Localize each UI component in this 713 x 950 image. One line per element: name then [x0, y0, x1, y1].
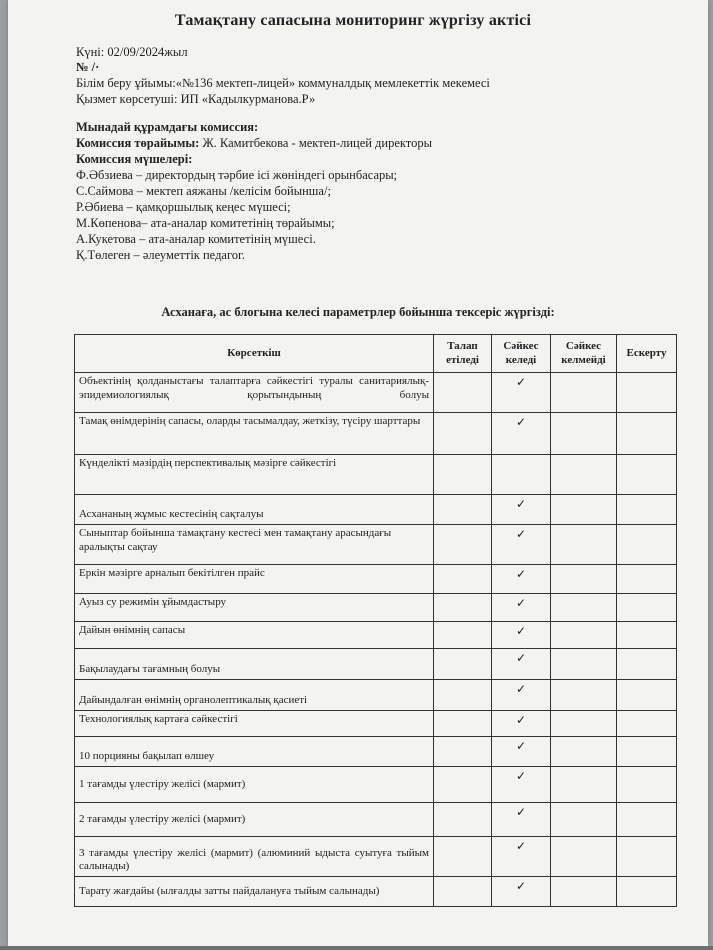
note-cell [617, 525, 677, 565]
required-cell [434, 525, 492, 565]
matches-cell: ✓ [492, 495, 551, 525]
not-matches-cell [551, 649, 617, 680]
required-cell [434, 594, 492, 622]
not-matches-cell [551, 525, 617, 565]
date-line: Күні: 02/09/2024жыл [76, 45, 188, 59]
member-line: Қ.Төлеген – әлеуметтік педагог. [76, 248, 245, 262]
matches-cell: ✓ [492, 737, 551, 767]
required-cell [434, 413, 492, 455]
indicator-cell: Тарату жағдайы (ылғалды затты пайдалануға тыйым салынады) [75, 877, 434, 907]
document-title: Тамақтану сапасына мониторинг жүргізу актісі [174, 12, 532, 29]
matches-cell: ✓ [492, 525, 551, 565]
required-cell [434, 622, 492, 649]
required-cell [434, 767, 492, 803]
not-matches-cell [551, 565, 617, 594]
matches-cell: ✓ [492, 622, 551, 649]
header-note: Ескерту [617, 335, 677, 373]
matches-cell: ✓ [492, 565, 551, 594]
members-heading: Комиссия мүшелері: [76, 152, 193, 166]
note-cell [617, 373, 677, 413]
required-cell [434, 495, 492, 525]
inspection-table [74, 334, 677, 907]
note-cell [617, 413, 677, 455]
table-row [75, 525, 677, 565]
indicator-cell: Асхананың жұмыс кестесінің сақталуы [75, 495, 434, 525]
member-line: М.Көпенова– ата-аналар комитетінің төрайымы; [76, 216, 335, 230]
matches-cell: ✓ [492, 413, 551, 455]
note-cell [617, 495, 677, 525]
not-matches-cell [551, 711, 617, 737]
table-row [75, 413, 677, 455]
number-line: № /· [76, 60, 100, 74]
indicator-cell: Күнделікті мәзірдің перспективалық мәзірге сәйкестігі [75, 455, 434, 495]
not-matches-cell [551, 803, 617, 837]
matches-cell: ✓ [492, 803, 551, 837]
note-cell [617, 680, 677, 711]
table-row [75, 565, 677, 594]
matches-cell: ✓ [492, 594, 551, 622]
not-matches-cell [551, 373, 617, 413]
indicator-cell: Еркін мәзірге арналып бекітілген прайс [75, 565, 434, 594]
required-cell [434, 680, 492, 711]
indicator-cell: 1 тағамды үлестіру желісі (мармит) [75, 767, 434, 803]
note-cell [617, 565, 677, 594]
document-sheet [8, 0, 708, 946]
section-title: Асханаға, ас блогына келесі параметрлер бойынша тексеріс жүргізді: [161, 305, 555, 319]
not-matches-cell [551, 495, 617, 525]
required-cell [434, 455, 492, 495]
note-cell [617, 622, 677, 649]
note-cell [617, 737, 677, 767]
indicator-cell: Сыныптар бойынша тамақтану кестесі мен тамақтану арасындағы аралықты сақтау [75, 525, 434, 565]
member-line: Ф.Әбзиева – директордың тәрбие ісі жөніндегі орынбасары; [76, 168, 398, 182]
not-matches-cell [551, 455, 617, 495]
matches-cell: ✓ [492, 373, 551, 413]
not-matches-cell [551, 622, 617, 649]
required-cell [434, 877, 492, 907]
organization-line: Білім беру ұйымы:«№136 мектеп-лицей» коммуналдық мемлекеттік мекемесі [76, 76, 490, 90]
header-matches: Сәйкес келеді [492, 335, 551, 373]
matches-cell: ✓ [492, 680, 551, 711]
note-cell [617, 711, 677, 737]
indicator-cell: Дайын өнімнің сапасы [75, 622, 434, 649]
not-matches-cell [551, 737, 617, 767]
table-row [75, 877, 677, 907]
note-cell [617, 877, 677, 907]
chair-label: Комиссия төрайымы: [76, 136, 200, 150]
note-cell [617, 837, 677, 877]
matches-cell: ✓ [492, 767, 551, 803]
provider-line: Қызмет көрсетуші: ИП «Кадылкурманова.Р» [76, 92, 316, 106]
table-row [75, 594, 677, 622]
required-cell [434, 803, 492, 837]
required-cell [434, 649, 492, 680]
not-matches-cell [551, 767, 617, 803]
indicator-cell: Ауыз су режимін ұйымдастыру [75, 594, 434, 622]
table-row [75, 837, 677, 877]
indicator-cell: 3 тағамды үлестіру желісі (мармит) (алюминий ыдыста суытуға тыйым салынады) [75, 837, 434, 877]
table-row [75, 622, 677, 649]
required-cell [434, 565, 492, 594]
note-cell [617, 649, 677, 680]
not-matches-cell [551, 413, 617, 455]
indicator-cell: 2 тағамды үлестіру желісі (мармит) [75, 803, 434, 837]
not-matches-cell [551, 594, 617, 622]
member-line: С.Саймова – мектеп аяжаны /келісім бойынша/; [76, 184, 331, 198]
matches-cell: ✓ [492, 837, 551, 877]
desk-surface [0, 946, 713, 950]
note-cell [617, 455, 677, 495]
indicator-cell: 10 порцияны бақылап өлшеу [75, 737, 434, 767]
table-row [75, 455, 677, 495]
commission-chair [76, 136, 432, 151]
chair-value: Ж. Камитбекова - мектеп-лицей директоры [199, 136, 433, 150]
table-row [75, 649, 677, 680]
note-cell [617, 767, 677, 803]
matches-cell [492, 455, 551, 495]
table-row [75, 711, 677, 737]
matches-cell: ✓ [492, 877, 551, 907]
not-matches-cell [551, 837, 617, 877]
table-row [75, 680, 677, 711]
table-row [75, 373, 677, 413]
required-cell [434, 711, 492, 737]
note-cell [617, 594, 677, 622]
indicator-cell: Технологиялық картаға сәйкестігі [75, 711, 434, 737]
header-not-matches: Сәйкес келмейді [551, 335, 617, 373]
not-matches-cell [551, 877, 617, 907]
indicator-cell: Бақылаудағы тағамның болуы [75, 649, 434, 680]
table-row [75, 737, 677, 767]
table-row [75, 767, 677, 803]
commission-heading: Мынадай құрамдағы комиссия: [76, 120, 259, 134]
required-cell [434, 737, 492, 767]
note-cell [617, 803, 677, 837]
not-matches-cell [551, 680, 617, 711]
matches-cell: ✓ [492, 711, 551, 737]
indicator-cell: Объектінің қолданыстағы талаптарға сәйкестігі туралы санитариялық-эпидемиологиялық қорытындының болуы [75, 373, 434, 413]
header-required: Талап етіледі [434, 335, 492, 373]
required-cell [434, 373, 492, 413]
matches-cell: ✓ [492, 649, 551, 680]
member-line: А.Кукетова – ата-аналар комитетінің мүшесі. [76, 232, 316, 246]
header-indicator: Көрсеткіш [75, 335, 434, 373]
required-cell [434, 837, 492, 877]
member-line: Р.Әбиева – қамқоршылық кеңес мүшесі; [76, 200, 291, 214]
table-row [75, 495, 677, 525]
table-row [75, 803, 677, 837]
indicator-cell: Тамақ өнімдерінің сапасы, оларды тасымалдау, жеткізу, түсіру шарттары [75, 413, 434, 455]
indicator-cell: Дайындалған өнімнің органолептикалық қасиеті [75, 680, 434, 711]
